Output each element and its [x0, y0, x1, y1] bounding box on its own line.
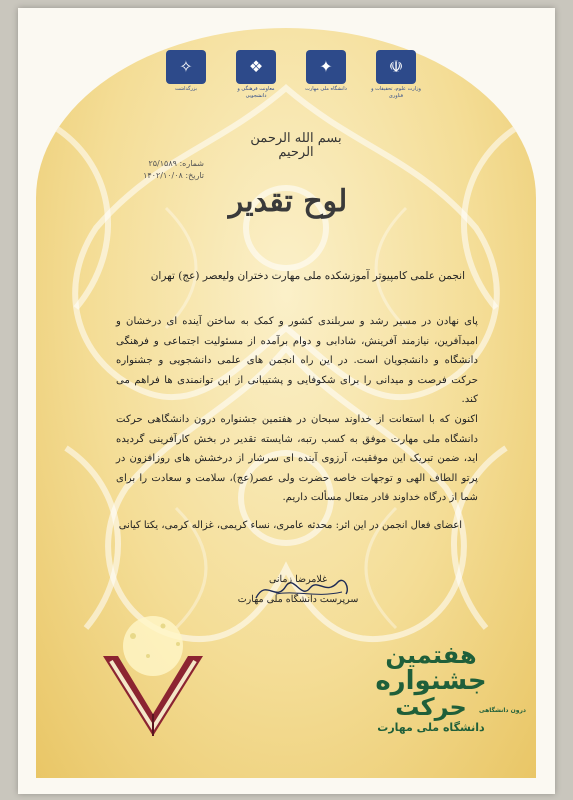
- festival-ordinal: هفتمین: [385, 641, 477, 669]
- logo-caption: بزرگداشت: [174, 86, 198, 92]
- certificate-body: [116, 312, 478, 508]
- logo-caption: دانشگاه ملی مهارت: [305, 86, 347, 92]
- open-book-seven-emblem: [93, 606, 233, 746]
- festival-name: [336, 695, 526, 719]
- logo-caption: معاونت فرهنگی و دانشجویی: [237, 86, 275, 99]
- signatory-title: سرپرست دانشگاه ملی مهارت: [237, 594, 359, 605]
- body-paragraph: پای نهادن در مسیر رشد و سربلندی کشور و کمک به ساختن آینده ای درخشان و امیدآفرین، نیازمند آفرینش، شادابی و دوام برآمده از مسئولیت اجتماعی و فرهنگی دانشگاه و دانشجویان است. در این راه انجمن های علمی دانشجویی و جشنواره حرکت فرصت و میدانی را برای شکوفایی و پشتیبانی از این توانمندی ها فراهم می کند.: [116, 316, 478, 406]
- certificate-title: لوح تقدیر: [228, 184, 348, 219]
- logo-caption: وزارت علوم، تحقیقات و فناوری: [371, 86, 421, 99]
- addressee-line: انجمن علمی کامپیوتر آموزشکده ملی مهارت دختران ولیعصر (عج) تهران: [150, 270, 465, 282]
- star-icon: ✧: [166, 50, 206, 84]
- logo-star: [158, 50, 214, 93]
- reference-number: شماره: ۲۵/۱۵۸۹: [148, 159, 204, 168]
- book-icon: ❖: [236, 50, 276, 84]
- festival-logo: [336, 643, 526, 763]
- emblem-icon: ☫: [376, 50, 416, 84]
- logo-cultural: [228, 50, 284, 100]
- reference-date: تاریخ: ۱۴۰۲/۱۰/۰۸: [143, 171, 204, 180]
- logo-emblem: [368, 50, 424, 100]
- festival-word: جشنواره: [375, 666, 487, 696]
- sponsor-logos-row: [18, 50, 555, 130]
- university-icon: ✦: [306, 50, 346, 84]
- bismillah-calligraphy: بسم الله الرحمن الرحیم: [250, 131, 342, 160]
- body-paragraph: اکنون که با استعانت از خداوند سبحان در هفتمین جشنواره درون دانشگاهی حرکت دانشگاه ملی مهارت موفق به کسب رتبه، شایسته تقدیر در بخش کارآفرینی گردیده اید، ضمن تبریک این موفقیت، آرزوی آینده ای سرشار از درخشش های روزافزون در پرتو الطاف الهی و توجهات خاصه حضرت ولی عصر(عج)، سلامت و سعادت را برای شما از درگاه خداوند قادر متعال مسألت داریم.: [116, 413, 478, 504]
- festival-subtitle: درون دانشگاهی: [479, 707, 526, 714]
- festival-university: دانشگاه ملی مهارت: [377, 721, 485, 734]
- festival-name-text: حرکت: [395, 693, 467, 721]
- logo-university: [298, 50, 354, 93]
- certificate-sheet: [18, 8, 555, 794]
- active-members-line: اعضای فعال انجمن در این اثر: محدثه عامری، نساء کریمی، غزاله کرمی، یکتا کیانی: [118, 520, 462, 531]
- signatory-name: غلامرضا زمانی: [268, 574, 328, 585]
- reference-info: [114, 158, 204, 182]
